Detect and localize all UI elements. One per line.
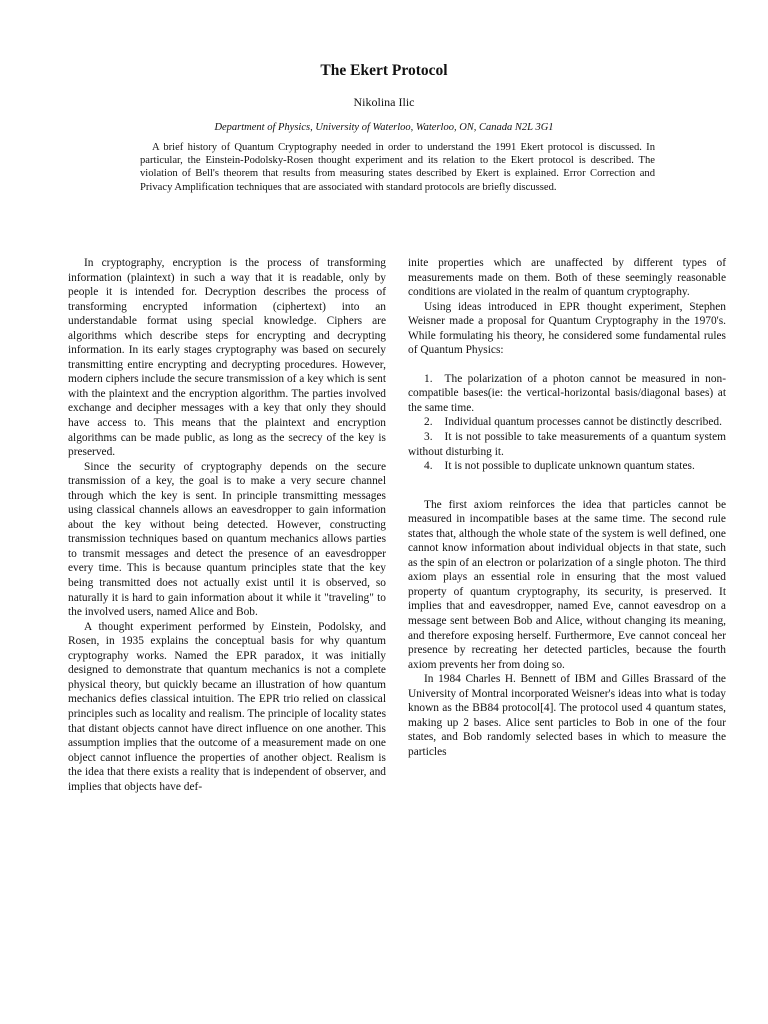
paragraph-key-security: Since the security of cryptography depends on the secure transmission of a key, the goal is to make a very secure channel through which the key is sent. In principle transmitting messages using classical channels allows an eavesdropper to gain information about the key without being detected. However, constructing transmission techniques based on quantum mechanics allows parties to transmit messages and detect the presence of an eavesdropper every time. This is because quantum principles state that the key being transmitted does not actually exist until it is observed, so naturally it is hard to gain information about it while it "traveling" to the involved users, named Alice and Bob.	[68, 460, 386, 619]
rule-text: It is not possible to duplicate unknown quantum states.	[444, 460, 695, 473]
paragraph-axioms: The first axiom reinforces the idea that particles cannot be measured in incompatible bases at the same time. The second rule states that, although the whole state of the system is well defined, one cannot know information about individual objects in that state, such as the spin of an electron or polarization of a single photon. The third axiom plays an essential role in ensuring that the most valued property of quantum cryptography, its security, is preserved. It implies that and eavesdropper, named Eve, cannot eavesdrop on a message sent between Bob and Alice, without changing its meaning, and therefore exposing herself. Furthermore, Eve cannot conceal her presence by recreating her detected particles, because the fourth axiom prevents her from doing so.	[408, 498, 726, 671]
rule-item	[408, 372, 726, 416]
rule-text: The polarization of a photon cannot be measured in non-compatible bases(ie: the vertical-horizontal basis/diagonal bases) at the same time.	[408, 372, 726, 414]
rule-number: 1.	[424, 372, 433, 385]
left-column	[68, 256, 386, 794]
rule-number: 4.	[424, 460, 433, 473]
author-name: Nikolina Ilic	[353, 95, 415, 109]
rule-item	[408, 415, 726, 430]
paragraph-epr: A thought experiment performed by Einstein, Podolsky, and Rosen, in 1935 explains the conceptual basis for why quantum cryptography works. Named the EPR paradox, it was initially designed to demonstrate that quantum mechanics is not a complete physical theory, but quickly became an illustration of how quantum mechanics defies classical intuition. The EPR trio relied on classical principles such as locality and realism. The principle of locality states that distant objects cannot have direct influence on one another. This assumption implies that the outcome of a measurement made on one object cannot influence the properties of another object. Realism is the idea that there exists a reality that is independent of observer, and implies that objects have def-	[68, 620, 386, 793]
paragraph-bb84: In 1984 Charles H. Bennett of IBM and Gilles Brassard of the University of Montral incorporated Weisner's ideas into what is today known as the BB84 protocol[4]. The protocol used 4 quantum states, making up 2 bases. Alice sent particles to Bob in one of the four states, and Bob randomly selected bases in which to measure the particles	[408, 673, 726, 758]
paragraph-weisner: Using ideas introduced in EPR thought experiment, Stephen Weisner made a proposal for Quantum Cryptography in the 1970's. While formulating his theory, he considered some fundamental rules of Quantum Physics:	[408, 300, 726, 357]
rule-number: 3.	[424, 431, 433, 444]
rule-text: It is not possible to take measurements of a quantum system without disturbing it.	[408, 431, 726, 458]
paragraph-continuation: inite properties which are unaffected by different types of measurements made on them. Both of these seemingly reasonable conditions are violated in the realm of quantum cryptography.	[408, 257, 726, 299]
paper-title: The Ekert Protocol	[320, 62, 448, 79]
right-column	[408, 256, 726, 760]
paragraph-encryption: In cryptography, encryption is the process of transforming information (plaintext) in such a way that it is readable, only by people it is intended for. Decryption describes the process of transforming encrypted information (ciphertext) into an understandable format using special knowledge. Ciphers are algorithms which describe steps for encrypting and decrypting information. In its early stages cryptography was based on securely transmitting entire encrypting and decrypting procedures. However, modern ciphers include the secure transmission of a key which is sent with the plaintext and the encryption algorithm. The parties involved exchange and decipher messages with a key that only they should have access to. This means that the plaintext and encryption algorithms can be made public, as long as the secrecy of the key is preserved.	[68, 257, 386, 459]
abstract: A brief history of Quantum Cryptography needed in order to understand the 1991 Ekert protocol is discussed. In particular, the Einstein-Podolsky-Rosen thought experiment and its relation to the Ekert protocol is described. The violation of Bell's theorem that results from measuring states described by Ekert is explained. Error Correction and Privacy Amplification techniques that are associated with standard protocols are briefly discussed.	[140, 142, 655, 193]
rule-item	[408, 430, 726, 459]
rules-list	[408, 372, 726, 474]
affiliation: Department of Physics, University of Waterloo, Waterloo, ON, Canada N2L 3G1	[214, 122, 554, 133]
rule-item	[408, 459, 726, 474]
rule-number: 2.	[424, 416, 433, 429]
rule-text: Individual quantum processes cannot be distinctly described.	[444, 416, 722, 429]
